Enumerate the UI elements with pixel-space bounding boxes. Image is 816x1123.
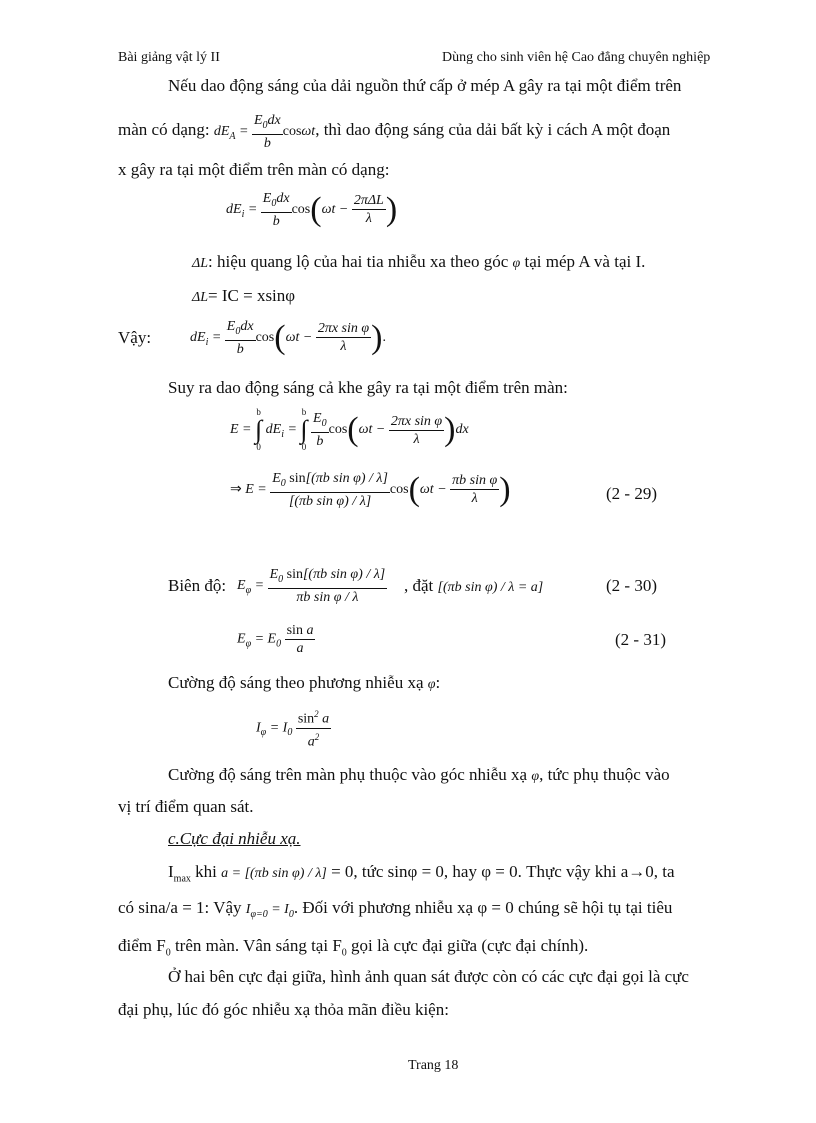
formula-dEA: $dE_A$ = $\frac{E_0dx}{b}$ cosωt	[213, 113, 316, 151]
paragraph-line: điểm $F_0$ trên màn. Vân sáng tại $F_0$ gọi là cực đại giữa (cực đại chính).	[118, 936, 589, 959]
paragraph-line: x gây ra tại một điểm trên màn có dạng:	[118, 160, 390, 179]
paragraph-line: Ở hai bên cực đại giữa, hình ảnh quan sát được còn có các cực đại gọi là cực	[168, 967, 689, 986]
paragraph-line: Suy ra dao động sáng cả khe gây ra tại một điểm trên màn:	[168, 378, 568, 397]
section-heading: c.Cực đại nhiễu xạ.	[168, 829, 301, 848]
equation-number: (2 - 30)	[606, 576, 657, 595]
paragraph-line: có sina/a = 1: Vậy $I_{\varphi=0} = I_0$. Đối với phương nhiễu xạ φ = 0 chúng sẽ hội tụ tại tiêu	[118, 898, 673, 920]
paragraph-line: đại phụ, lúc đó góc nhiễu xạ thỏa mãn điều kiện:	[118, 1000, 449, 1019]
header-left: Bài giảng vật lý II	[118, 50, 220, 65]
paragraph-line: Cường độ sáng trên màn phụ thuộc vào góc nhiễu xạ φ, tức phụ thuộc vào	[168, 765, 670, 784]
formula-integral: E = b ∫ 0 $dE_i$ = b ∫ 0 $\frac{E_0}{b}$ cos(ωt − $\frac{\text{2πx sin φ}}{\lambda}$ )dx	[230, 407, 469, 452]
paragraph-line: , đặt [(πb sin φ) / λ = a]	[404, 576, 544, 595]
page-number: Trang 18	[408, 1058, 459, 1073]
formula-2-29: ⇒ E = $\frac{E_0 \sin[(\pi b \sin \varphi) / \lambda]}{\text{[(πb sin φ) / λ]}}$ cos(ωt − $\frac{\text{πb sin φ}}{\lambda}$ )	[230, 470, 511, 509]
paragraph-line: Nếu dao động sáng của dải nguồn thứ cấp ở mép A gây ra tại một điểm trên	[168, 76, 682, 95]
paragraph-line: ΔL: hiệu quang lộ của hai tia nhiễu xa theo góc φ tại mép A và tại I.	[192, 252, 646, 271]
paragraph-line: vị trí điểm quan sát.	[118, 797, 254, 816]
paragraph-line: màn có dạng: $dE_A$ = $\frac{E_0dx}{b}$ cosωt, thì dao động sáng của dải bất kỳ i cách A một đoạn	[118, 113, 671, 151]
label-vay: Vậy:	[118, 328, 152, 347]
paragraph-line: $I_{max}$ khi a = [(πb sin φ) / λ] = 0, tức sinφ = 0, hay φ = 0. Thực vậy khi a→0, ta	[168, 862, 675, 885]
formula-2-30: $E_\varphi$ = $\frac{E_0 \sin[(\pi b \sin \varphi) / \lambda]}{\text{πb sin φ / λ}}$	[237, 567, 386, 605]
formula-dEi-sin: $dE_i$ = $\frac{E_0dx}{b}$ cos(ωt − $\frac{\text{2πx sin φ}}{\lambda}$ ).	[190, 318, 386, 357]
header-right: Dùng cho sinh viên hệ Cao đẳng chuyên nghiệp	[442, 50, 711, 65]
paragraph-line: ΔL= IC = xsinφ	[192, 286, 296, 305]
formula-2-31: $E_\varphi = E_0$ $\frac{\text{sin a}}{a}$	[237, 623, 314, 656]
formula-intensity: $I_\varphi = I_0$ $\frac{\sin^2 a}{a^2}$	[256, 706, 331, 750]
equation-number: (2 - 31)	[615, 630, 666, 649]
label-bien-do: Biên độ:	[168, 576, 227, 595]
equation-number: (2 - 29)	[606, 484, 657, 503]
formula-dEi: $dE_i$ = $\frac{E_0dx}{b}$ cos(ωt − $\frac{\text{2πΔL}}{\lambda}$ )	[226, 190, 398, 229]
paragraph-line: Cường độ sáng theo phương nhiễu xạ φ:	[168, 673, 441, 692]
